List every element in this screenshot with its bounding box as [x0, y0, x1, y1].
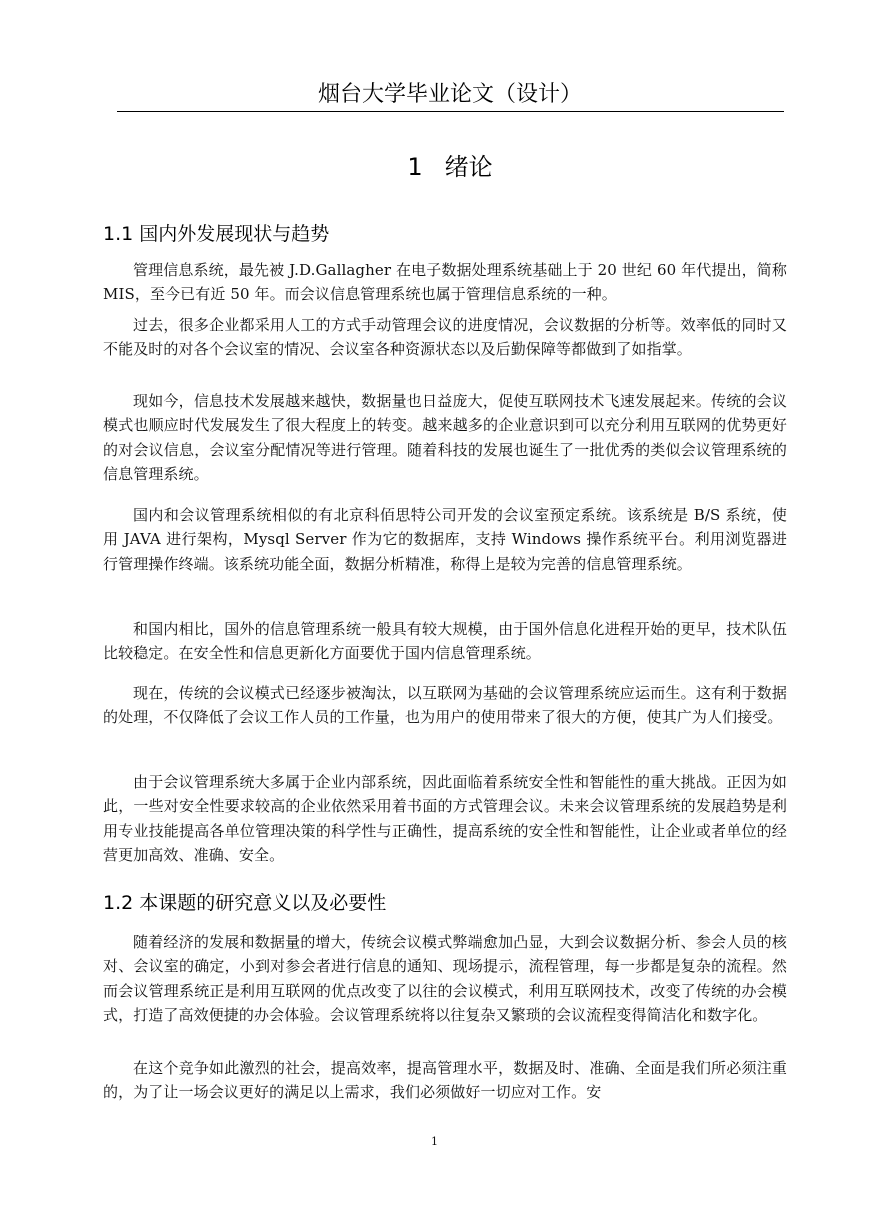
running-header: 烟台大学毕业论文（设计）	[317, 82, 582, 107]
section-heading-1-1: 1.1 国内外发展现状与趋势	[103, 223, 330, 245]
paragraph: 现如今，信息技术发展越来越快，数据量也日益庞大，促使互联网技术飞速发展起来。传统的会议模式也顺应时代发展发生了很大程度上的转变。越来越多的企业意识到可以充分利用互联网的优势更好的对会议信息，会议室分配情况等进行管理。随着科技的发展也诞生了一批优秀的类似会议管理系统的信息管理系统。	[103, 392, 787, 483]
section-heading-1-2: 1.2 本课题的研究意义以及必要性	[103, 892, 387, 914]
paragraph: 现在，传统的会议模式已经逐步被淘汰，以互联网为基础的会议管理系统应运而生。这有利于数据的处理，不仅降低了会议工作人员的工作量，也为用户的使用带来了很大的方便，使其广为人们接受。	[103, 684, 787, 727]
paragraph: 管理信息系统，最先被 J.D.Gallagher 在电子数据处理系统基础上于 20 世纪 60 年代提出，简称 MIS，至今已有近 50 年。而会议信息管理系统也属于管理信息系统的一种。	[103, 261, 787, 304]
chapter-name: 绪论	[444, 153, 493, 181]
paragraph: 过去，很多企业都采用人工的方式手动管理会议的进度情况，会议数据的分析等。效率低的同时又不能及时的对各个会议室的情况、会议室各种资源状态以及后勤保障等都做到了如指掌。	[103, 316, 787, 359]
paragraph: 由于会议管理系统大多属于企业内部系统，因此面临着系统安全性和智能性的重大挑战。正因为如此，一些对安全性要求较高的企业依然采用着书面的方式管理会议。未来会议管理系统的发展趋势是利用专业技能提高各单位管理决策的科学性与正确性，提高系统的安全性和智能性，让企业或者单位的经营更加高效、准确、安全。	[103, 773, 787, 864]
paragraph: 在这个竞争如此激烈的社会，提高效率，提高管理水平，数据及时、准确、全面是我们所必须注重的，为了让一场会议更好的满足以上需求，我们必须做好一切应对工作。安	[103, 1059, 787, 1102]
paragraph: 和国内相比，国外的信息管理系统一般具有较大规模，由于国外信息化进程开始的更早，技术队伍比较稳定。在安全性和信息更新化方面要优于国内信息管理系统。	[103, 620, 787, 663]
chapter-title	[117, 150, 783, 184]
paragraph: 随着经济的发展和数据量的增大，传统会议模式弊端愈加凸显，大到会议数据分析、参会人员的核对、会议室的确定，小到对参会者进行信息的通知、现场提示，流程管理，每一步都是复杂的流程。然而会议管理系统正是利用互联网的优点改变了以往的会议模式，利用互联网技术，改变了传统的办会模式，打造了高效便捷的办会体验。会议管理系统将以往复杂又繁琐的会议流程变得简洁化和数字化。	[103, 933, 787, 1024]
page-number: 1	[431, 1135, 438, 1148]
paragraph: 国内和会议管理系统相似的有北京科佰思特公司开发的会议室预定系统。该系统是 B/S 系统，使用 JAVA 进行架构，Mysql Server 作为它的数据库，支持 Windows 操作系统平台。利用浏览器进行管理操作终端。该系统功能全面，数据分析精准，称得上是较为完善的信息管理系统。	[103, 506, 787, 573]
header-rule	[117, 111, 784, 112]
chapter-number: 1	[407, 153, 423, 181]
